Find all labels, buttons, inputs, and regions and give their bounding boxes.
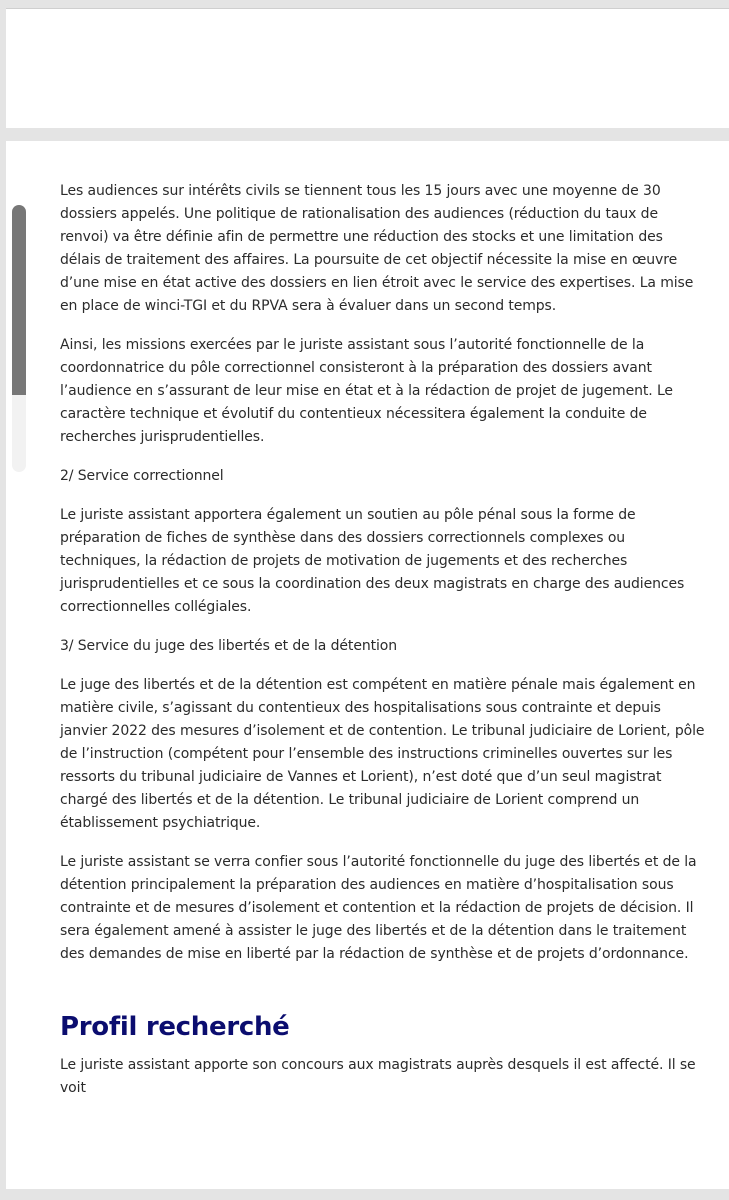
top-panel (6, 8, 729, 128)
content-panel (6, 141, 729, 1189)
section-title-jld: 3/ Service du juge des libertés et de la détention (60, 638, 398, 654)
scrollbar-track[interactable] (12, 205, 26, 472)
article-body (60, 180, 705, 1116)
paragraph-missions: Ainsi, les missions exercées par le juriste assistant sous l’autorité fonctionnelle de la coordonnatrice du pôle correctionnel consisteront à la préparation des dossiers avant l’audience en s’assurant de leur mise en état et à la rédaction de projet de jugement. Le caractère technique et évolutif du contentieux nécessitera également la conduite de recherches jurisprudentielles. (60, 337, 673, 445)
paragraph-jld-assistant: Le juriste assistant se verra confier sous l’autorité fonctionnelle du juge des libertés et de la détention principalement la préparation des audiences en matière d’hospitalisation sous contrainte et de mesures d’isolement et contention et la rédaction de projets de décision. Il sera également amené à assister le juge des libertés et de la détention dans le traitement des demandes de mise en liberté par la rédaction de synthèse et de projets d’ordonnance. (60, 854, 697, 962)
paragraph-correctionnel: Le juriste assistant apportera également un soutien au pôle pénal sous la forme de préparation de fiches de synthèse dans des dossiers correctionnels complexes ou techniques, la rédaction de projets de motivation de jugements et des recherches jurisprudentielles et ce sous la coordination des deux magistrats en charge des audiences correctionnelles collégiales. (60, 507, 685, 615)
section-title-correctionnel: 2/ Service correctionnel (60, 468, 224, 484)
scrollbar-thumb[interactable] (12, 205, 26, 395)
paragraph-profile-intro: Le juriste assistant apporte son concours aux magistrats auprès desquels il est affecté. Il se voit (60, 1057, 696, 1096)
paragraph-civil-hearings: Les audiences sur intérêts civils se tiennent tous les 15 jours avec une moyenne de 30 dossiers appelés. Une politique de rationalisation des audiences (réduction du taux de renvoi) va être définie afin de permettre une réduction des stocks et une limitation des délais de traitement des affaires. La poursuite de cet objectif nécessite la mise en œuvre d’une mise en état active des dossiers en lien étroit avec le service des expertises. La mise en place de winci-TGI et du RPVA sera à évaluer dans un second temps. (60, 183, 694, 314)
paragraph-jld-competence: Le juge des libertés et de la détention est compétent en matière pénale mais également en matière civile, s’agissant du contentieux des hospitalisations sous contrainte et depuis janvier 2022 des mesures d’isolement et de contention. Le tribunal judiciaire de Lorient, pôle de l’instruction (compétent pour l’ensemble des instructions criminelles ouvertes sur les ressorts du tribunal judiciaire de Vannes et Lorient), n’est doté que d’un seul magistrat chargé des libertés et de la détention. Le tribunal judiciaire de Lorient comprend un établissement psychiatrique. (60, 677, 705, 831)
profile-heading: Profil recherché (60, 1012, 290, 1042)
